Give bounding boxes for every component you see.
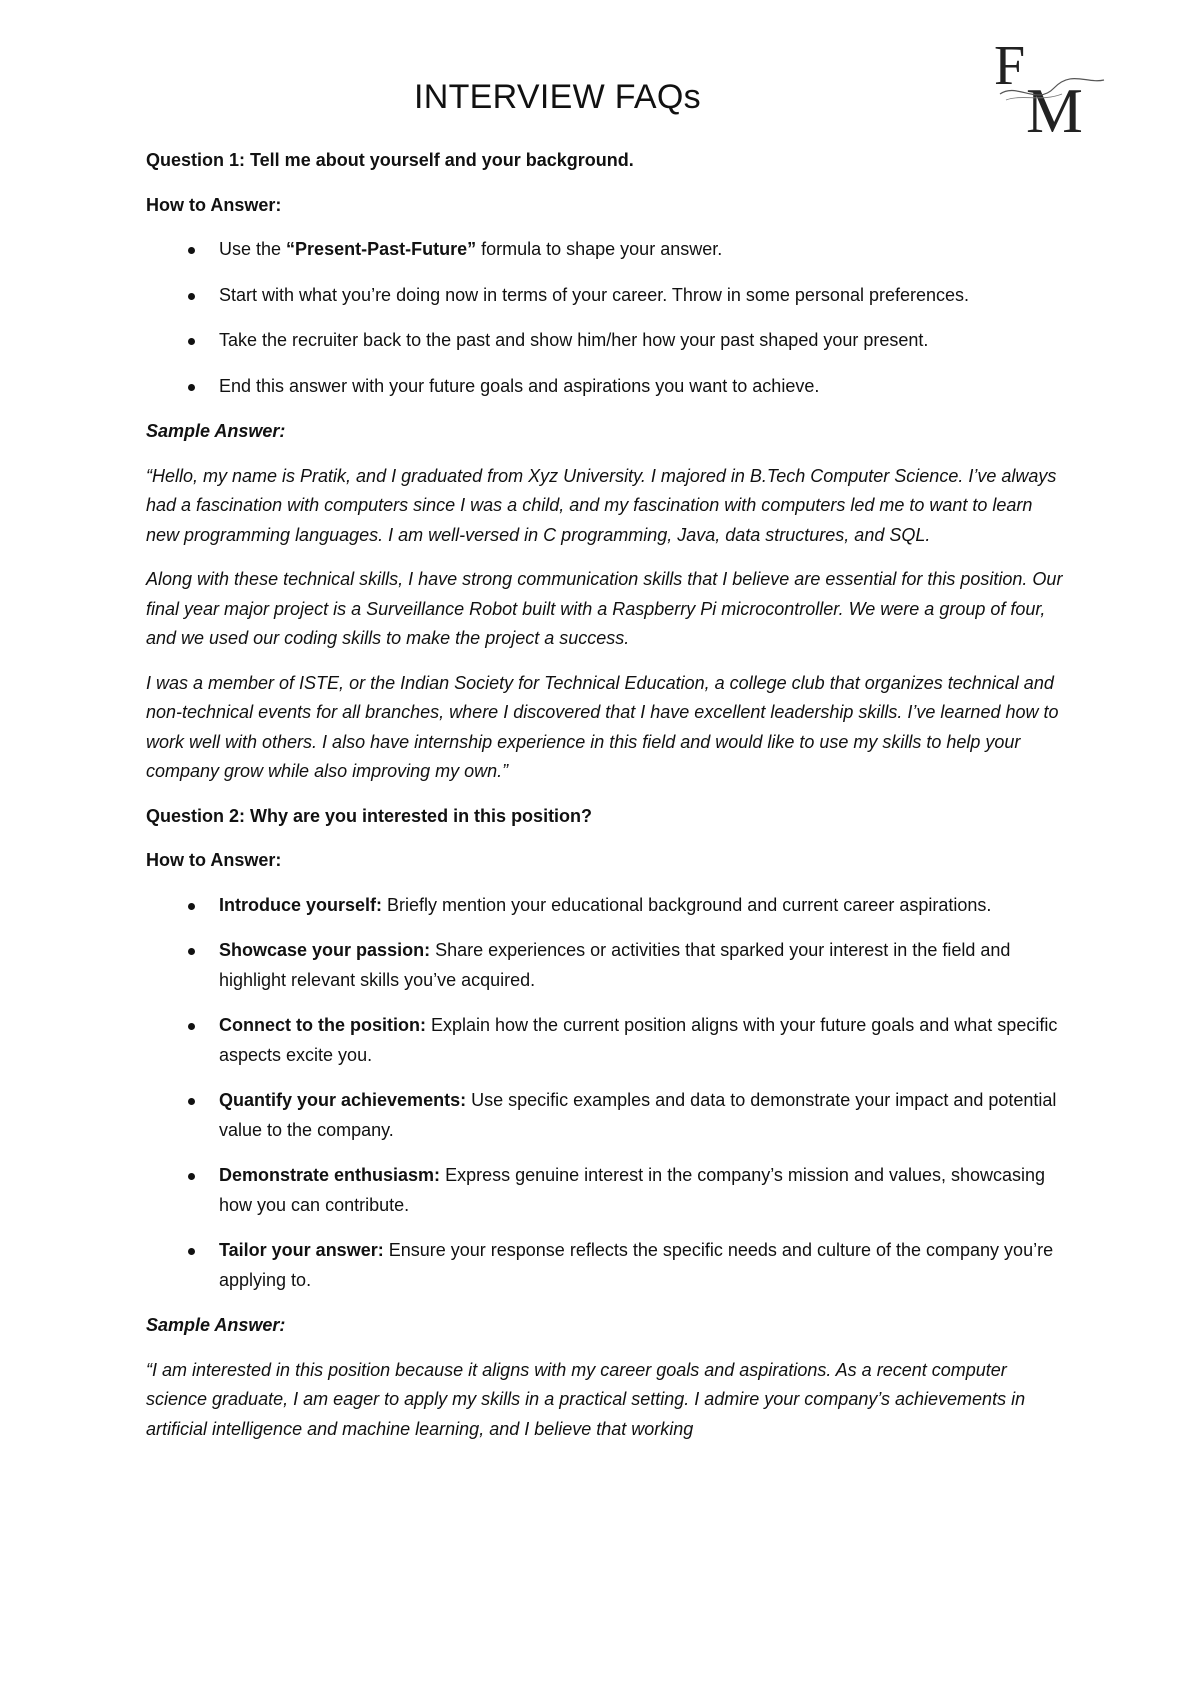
- list-item: [146, 372, 1066, 402]
- bullet-bold-text: Demonstrate enthusiasm:: [219, 1165, 441, 1185]
- how-to-answer-heading-1: How to Answer:: [146, 194, 282, 215]
- logo-letter-f: F: [994, 36, 1026, 97]
- list-item: [146, 1236, 1066, 1295]
- bullet-bold-text: “Present-Past-Future”: [286, 239, 477, 259]
- sample-answer-heading-2: Sample Answer:: [146, 1315, 286, 1335]
- list-item: [146, 891, 1066, 921]
- bullet-icon: [188, 1023, 195, 1030]
- list-item: [146, 1011, 1066, 1070]
- list-item: [146, 1161, 1066, 1220]
- bullet-text: Share experiences or activities that sparked your interest in the field and highlight relevant skills you’ve acquired.: [219, 940, 1011, 990]
- bullet-text: Take the recruiter back to the past and show him/her how your past shaped your present.: [219, 330, 929, 350]
- q1-bullet-list: [146, 235, 1066, 401]
- bullet-text: Use the: [219, 239, 287, 259]
- bullet-icon: [188, 903, 195, 910]
- list-item: [146, 936, 1066, 995]
- bullet-icon: [188, 1098, 195, 1105]
- sample-answer-paragraph: Along with these technical skills, I have strong communication skills that I believe are essential for this position. Our final year major project is a Surveillance Robot built with a Raspberry Pi microcontroller. We were a group of four, and we used our coding skills to make the project a success.: [146, 569, 1063, 648]
- list-item: [146, 326, 1066, 356]
- question-1: Question 1: Tell me about yourself and your background.: [146, 150, 634, 170]
- bullet-icon: [188, 338, 195, 345]
- list-item: [146, 281, 1066, 311]
- sample-answer-paragraph: “Hello, my name is Pratik, and I graduated from Xyz University. I majored in B.Tech Computer Science. I’ve always had a fascination with computers since I was a child, and my fascination with computers led me to want to learn new programming languages. I am well-versed in C programming, Java, data structures, and SQL.: [146, 465, 1057, 545]
- bullet-icon: [188, 1248, 195, 1255]
- bullet-text: Explain how the current position aligns with your future goals and what specific aspects excite you.: [219, 1015, 1058, 1065]
- page-title: INTERVIEW FAQs: [414, 78, 701, 116]
- bullet-icon: [188, 384, 195, 391]
- bullet-bold-text: Tailor your answer:: [219, 1240, 384, 1260]
- bullet-text: formula to shape your answer.: [476, 239, 723, 259]
- bullet-icon: [188, 948, 195, 955]
- bullet-bold-text: Showcase your passion:: [219, 940, 431, 960]
- bullet-text: Ensure your response reflects the specific needs and culture of the company you’re applying to.: [219, 1240, 1054, 1290]
- bullet-icon: [188, 247, 195, 254]
- bullet-icon: [188, 1173, 195, 1180]
- document-body: [146, 146, 1066, 1459]
- bullet-text: End this answer with your future goals and aspirations you want to achieve.: [219, 375, 820, 396]
- bullet-bold-text: Introduce yourself:: [219, 894, 383, 915]
- sample-answer-heading-1: Sample Answer:: [146, 421, 286, 441]
- list-item: [146, 235, 1066, 265]
- how-to-answer-heading-2: How to Answer:: [146, 850, 282, 870]
- q2-bullet-list: [146, 891, 1066, 1296]
- question-2: Question 2: Why are you interested in this position?: [146, 805, 593, 826]
- bullet-text: Start with what you’re doing now in terms of your career. Throw in some personal preferences.: [219, 284, 970, 305]
- sample-answer-paragraph: I was a member of ISTE, or the Indian Society for Technical Education, a college club that organizes technical and non-technical events for all branches, where I discovered that I have excellent leadership skills. I’ve learned how to work well with others. I also have internship experience in this field and would like to use my skills to help your company grow while also improving my own.”: [146, 672, 1059, 781]
- list-item: [146, 1086, 1066, 1145]
- bullet-text: Briefly mention your educational background and current career aspirations.: [382, 894, 992, 915]
- logo-letter-m: M: [1026, 75, 1083, 136]
- bullet-bold-text: Quantify your achievements:: [219, 1090, 467, 1110]
- bullet-icon: [188, 293, 195, 300]
- bullet-text: Express genuine interest in the company’s mission and values, showcasing how you can contribute.: [219, 1165, 1046, 1215]
- sample-answer-paragraph: “I am interested in this position because it aligns with my career goals and aspirations. As a recent computer science graduate, I am eager to apply my skills in a practical setting. I admire your company’s achievements in artificial intelligence and machine learning, and I believe that working: [146, 1359, 1026, 1439]
- bullet-text: Use specific examples and data to demonstrate your impact and potential value to the company.: [219, 1090, 1057, 1140]
- bullet-bold-text: Connect to the position:: [219, 1015, 426, 1035]
